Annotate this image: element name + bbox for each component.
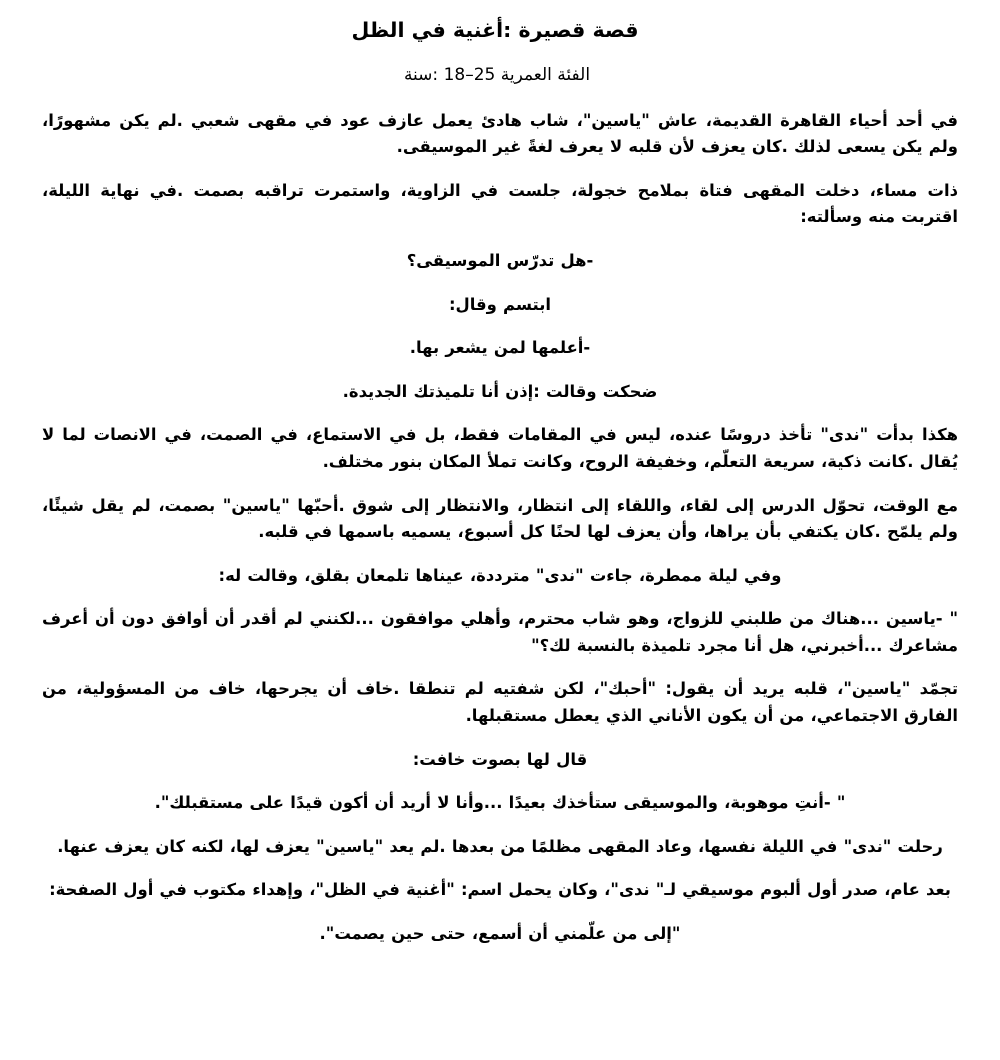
story-body	[42, 108, 958, 948]
story-line: بعد عام، صدر أول ألبوم موسيقي لـ" ندى"، وكان يحمل اسم: "أغنية في الظل"، وإهداء مكتوب في أول الصفحة:	[49, 880, 951, 900]
page-title: قصة قصيرة :أغنية في الظل	[351, 18, 639, 42]
dialogue-line: -هل تدرّس الموسيقى؟	[406, 251, 594, 271]
dialogue-paragraph: " -ياسين ...هناك من طلبني للزواج، وهو شاب محترم، وأهلي موافقون ...لكنني لم أقدر أن أوافق دون أن أعرف مشاعرك ...أخبرني، هل أنا مجرد تلميذة بالنسبة لك؟"	[42, 609, 958, 655]
dialogue-line: ضحكت وقالت :إذن أنا تلميذتك الجديدة.	[342, 381, 658, 401]
age-group-subtitle: الفئة العمرية 25–18 :سنة	[403, 64, 591, 85]
dedication-line: "إلى من علّمني أن أسمع، حتى حين يصمت".	[319, 923, 681, 943]
story-paragraph: هكذا بدأت "ندى" تأخذ دروسًا عنده، ليس في المقامات فقط، بل في الاستماع، في الصمت، في الانصات لما لا يُقال .كانت ذكية، سريعة التعلّم، وخفيفة الروح، وكانت تملأ المكان بنور مختلف.	[42, 425, 958, 471]
story-paragraph: في أحد أحياء القاهرة القديمة، عاش "ياسين"، شاب هادئ يعمل عازف عود في مقهى شعبي .لم يكن مشهورًا، ولم يكن يسعى لذلك .كان يعزف لأن قلبه لا يعرف لغةً غير الموسيقى.	[42, 110, 958, 157]
story-paragraph: ذات مساء، دخلت المقهى فتاة بملامح خجولة، جلست في الزاوية، واستمرت تراقبه بصمت .في نهاية الليلة، اقتربت منه وسألته:	[42, 180, 958, 227]
dialogue-line: -أعلمها لمن يشعر بها.	[409, 338, 591, 358]
story-line: رحلت "ندى" في الليلة نفسها، وعاد المقهى مظلمًا من بعدها .لم يعد "ياسين" يعزف لها، لكنه كان يعزف عنها.	[57, 836, 943, 856]
narration-line: ابتسم وقال:	[448, 294, 552, 314]
narration-line: وفي ليلة ممطرة، جاءت "ندى" مترددة، عيناها تلمعان بقلق، وقالت له:	[218, 565, 782, 585]
dialogue-line: " -أنتِ موهوبة، والموسيقى ستأخذك بعيدًا ...وأنا لا أريد أن أكون قيدًا على مستقبلك".	[154, 793, 846, 813]
story-paragraph: تجمّد "ياسين"، قلبه يريد أن يقول: "أحبك"، لكن شفتيه لم تنطقا .خاف أن يجرحها، خاف من المسؤولية، من الفارق الاجتماعي، من أن يكون الأناني الذي يعطل مستقبلها.	[42, 679, 958, 725]
narration-line: قال لها بصوت خافت:	[412, 749, 588, 769]
story-paragraph: مع الوقت، تحوّل الدرس إلى لقاء، واللقاء إلى انتظار، والانتظار إلى شوق .أحبّها "ياسين" بصمت، لم يقل شيئًا، ولم يلمّح .كان يكتفي بأن يراها، وأن يعزف لها لحنًا كل أسبوع، يسميه باسمها في قلبه.	[42, 495, 958, 542]
